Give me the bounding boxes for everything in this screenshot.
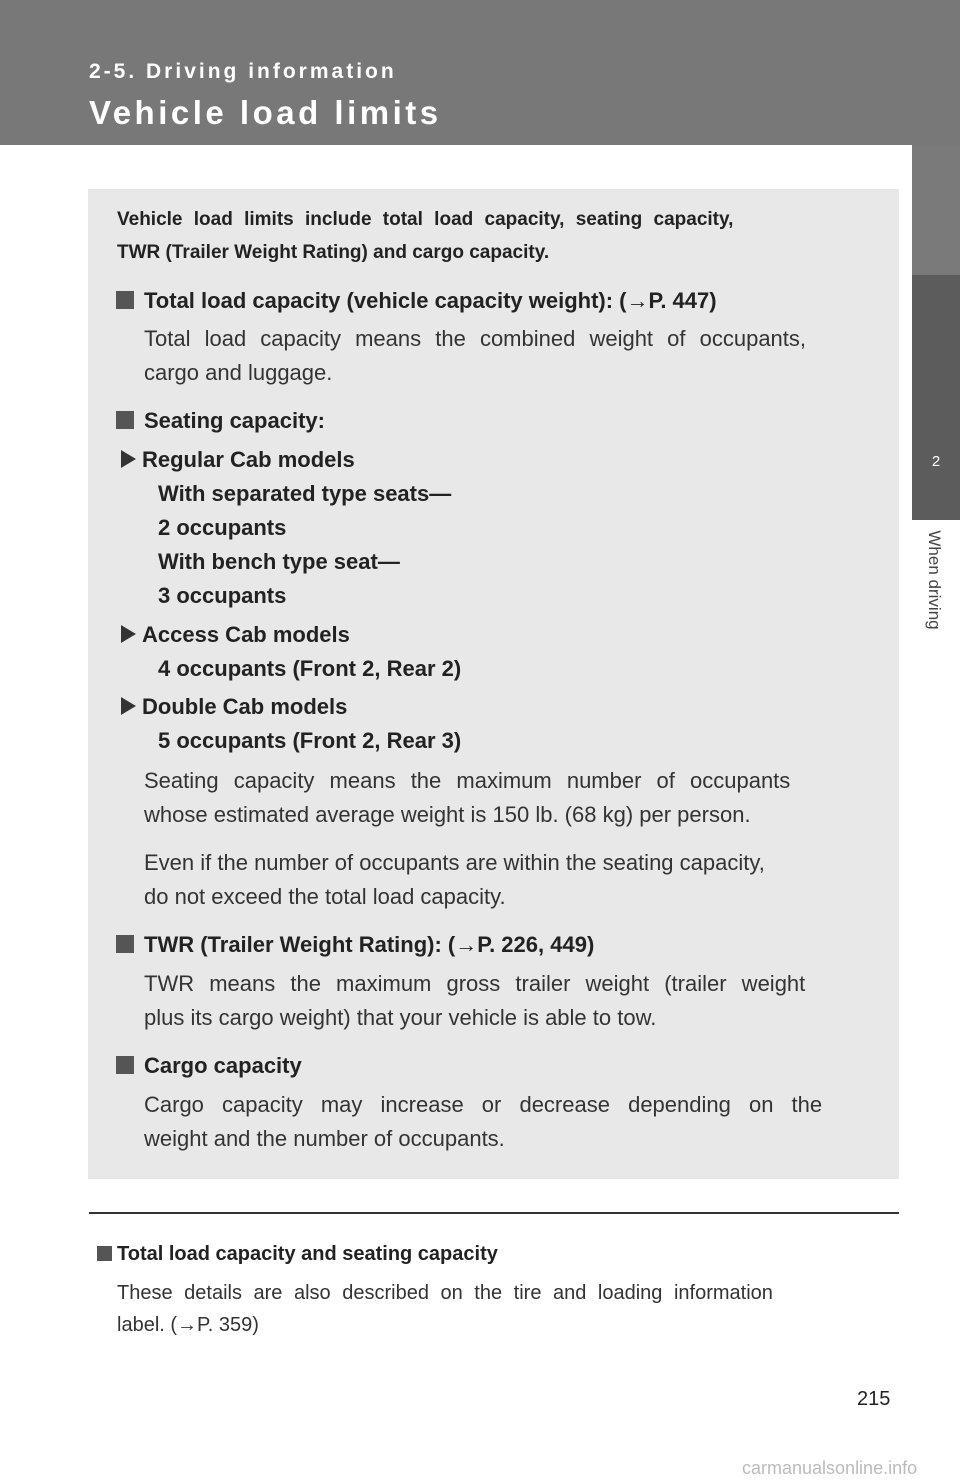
square-bullet-icon (116, 291, 134, 309)
side-tab-top (912, 145, 960, 275)
section-divider (89, 1212, 899, 1214)
body-line: Cargo capacity may increase or decrease depending on the (144, 1092, 823, 1117)
page-header (0, 0, 960, 145)
seating-line: 4 occupants (Front 2, Rear 2) (158, 656, 462, 681)
body-line: TWR means the maximum gross trailer weight (trailer weight (144, 971, 806, 996)
note-heading: Total load capacity and seating capacity (97, 1243, 498, 1266)
body-line: Seating capacity means the maximum number of occupants (144, 768, 791, 793)
seating-line: 3 occupants (158, 583, 287, 608)
body-line: cargo and luggage. (144, 360, 333, 385)
square-bullet-icon (116, 1056, 134, 1074)
triangle-bullet-icon (121, 697, 136, 715)
page-title: Vehicle load limits (89, 94, 442, 131)
body-line: plus its cargo weight) that your vehicle is able to tow. (144, 1005, 657, 1030)
section-heading-total-load: Total load capacity (vehicle capacity weight): (→P. 447) (116, 288, 717, 314)
square-bullet-icon (116, 411, 134, 429)
seating-line: 5 occupants (Front 2, Rear 3) (158, 728, 462, 753)
section-heading-twr: TWR (Trailer Weight Rating): (→P. 226, 449) (116, 932, 594, 958)
page-number: 215 (857, 1388, 891, 1410)
sub-heading-access-cab: Access Cab models (121, 622, 350, 648)
watermark: carmanualsonline.info (742, 1458, 918, 1478)
note-line: label. (→P. 359) (117, 1314, 259, 1336)
body-line: Even if the number of occupants are within the seating capacity, (144, 850, 765, 875)
note-line: These details are also described on the tire and loading information (117, 1282, 773, 1304)
chapter-label: When driving (925, 530, 944, 630)
square-bullet-icon (97, 1246, 112, 1261)
triangle-bullet-icon (121, 450, 136, 468)
section-heading-cargo: Cargo capacity (116, 1053, 302, 1079)
chapter-number-tab[interactable] (912, 275, 960, 520)
body-line: weight and the number of occupants. (144, 1126, 505, 1151)
square-bullet-icon (116, 935, 134, 953)
summary-box (88, 189, 899, 1179)
seating-line: With bench type seat— (158, 549, 400, 574)
intro-line: Vehicle load limits include total load capacity, seating capacity, (117, 209, 734, 230)
seating-line: With separated type seats— (158, 481, 452, 506)
body-line: Total load capacity means the combined weight of occupants, (144, 326, 807, 351)
body-line: do not exceed the total load capacity. (144, 884, 506, 909)
section-heading-seating: Seating capacity: (116, 408, 325, 434)
chapter-number: 2 (931, 453, 941, 470)
sub-heading-double-cab: Double Cab models (121, 694, 347, 720)
section-label: 2-5. Driving information (89, 60, 397, 83)
intro-line: TWR (Trailer Weight Rating) and cargo capacity. (117, 242, 550, 263)
seating-line: 2 occupants (158, 515, 287, 540)
triangle-bullet-icon (121, 625, 136, 643)
sub-heading-regular-cab: Regular Cab models (121, 447, 355, 473)
body-line: whose estimated average weight is 150 lb. (68 kg) per person. (144, 802, 751, 827)
